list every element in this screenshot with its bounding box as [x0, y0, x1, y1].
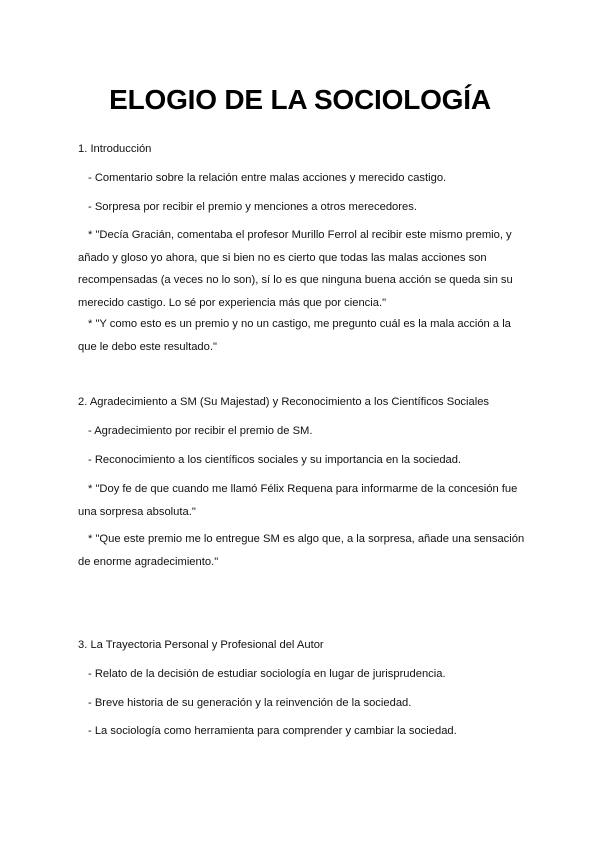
section-1-quote-1: * "Decía Gracián, comentaba el profesor Murillo Ferrol al recibir este mismo premio, y añado y gloso yo ahora, que si bien no es cierto que todas las malas acciones son recompensadas (a veces no lo son), sí lo es que ninguna buena acción se queda sin su merecido castigo. Lo sé por experiencia más que por ciencia.": [78, 229, 513, 309]
section-3-bullet-3: - La sociología como herramienta para comprender y cambiar la sociedad.: [88, 725, 457, 737]
section-1-quote-2: * "Y como esto es un premio y no un castigo, me pregunto cuál es la mala acción a la que le debo este resultado.": [78, 318, 511, 353]
section-1-heading: 1. Introducción: [78, 143, 152, 155]
section-3-bullet-1: - Relato de la decisión de estudiar sociología en lugar de jurisprudencia.: [88, 668, 446, 680]
section-2-quote-1: * "Doy fe de que cuando me llamó Félix Requena para informarme de la concesión fue una sorpresa absoluta.": [78, 483, 518, 518]
section-3-heading: 3. La Trayectoria Personal y Profesional del Autor: [78, 639, 324, 651]
section-1-bullet-1: - Comentario sobre la relación entre malas acciones y merecido castigo.: [88, 172, 447, 184]
section-2-heading: 2. Agradecimiento a SM (Su Majestad) y Reconocimiento a los Científicos Sociales: [78, 396, 490, 408]
section-2-bullet-2: - Reconocimiento a los científicos sociales y su importancia en la sociedad.: [88, 454, 462, 466]
section-3-bullet-2: - Breve historia de su generación y la reinvención de la sociedad.: [88, 697, 412, 709]
section-2-quote-2: * "Que este premio me lo entregue SM es algo que, a la sorpresa, añade una sensación de enorme agradecimiento.": [78, 533, 525, 568]
document-title: ELOGIO DE LA SOCIOLOGÍA: [109, 84, 491, 115]
section-1-bullet-2: - Sorpresa por recibir el premio y menciones a otros merecedores.: [88, 201, 417, 213]
section-2-bullet-1: - Agradecimiento por recibir el premio de SM.: [88, 425, 313, 437]
